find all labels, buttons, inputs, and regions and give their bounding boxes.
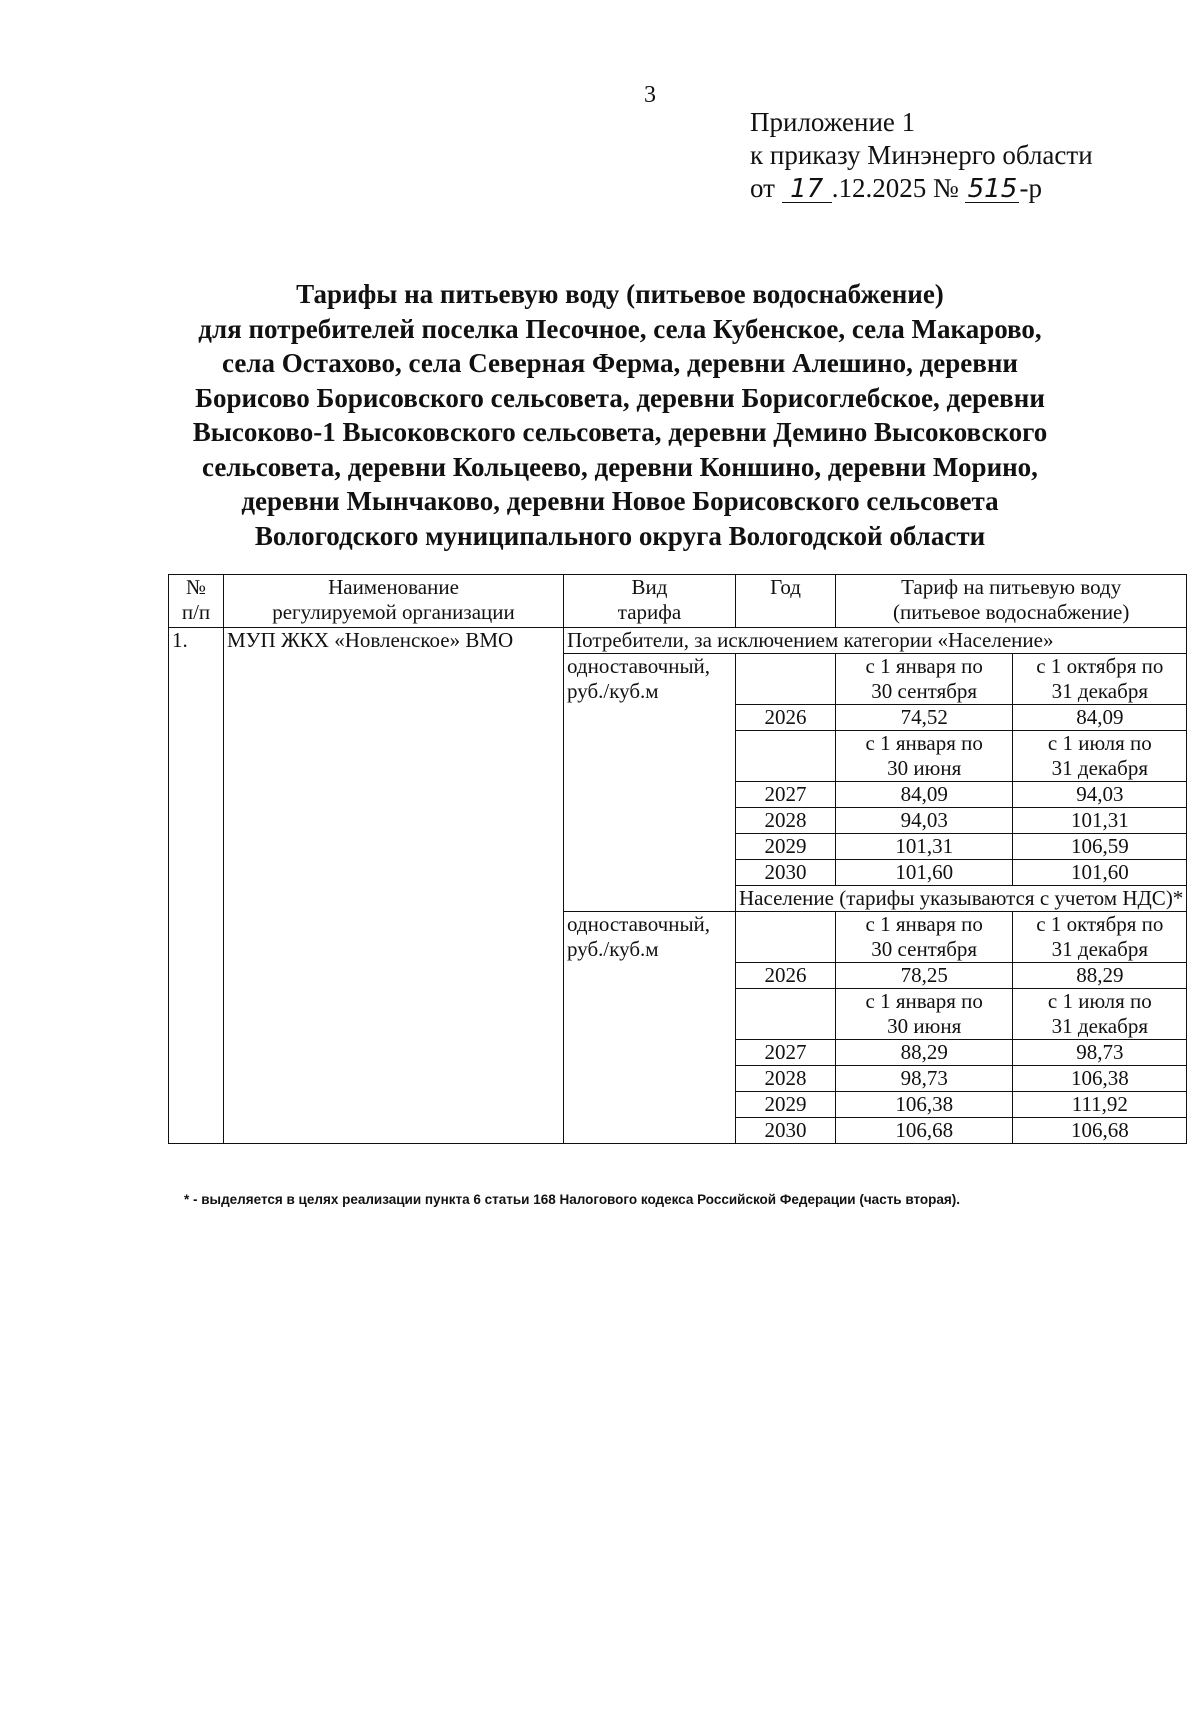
year-cell	[736, 731, 836, 782]
period-header: с 1 января по 30 сентября	[836, 912, 1013, 963]
tariff-value: 101,31	[836, 834, 1013, 860]
tariff-value: 88,29	[1013, 963, 1187, 989]
title-line: Высоково-1 Высоковского сельсовета, деревни Демино Высоковского	[192, 417, 1048, 447]
page-number: 3	[644, 82, 656, 108]
title-line: сельсовета, деревни Кольцеево, деревни Коншино, деревни Морино,	[202, 451, 1038, 482]
tariff-kind: одноставочный, руб./куб.м	[564, 654, 736, 912]
title-line: села Остахово, села Северная Ферма, деревни Алешино, деревни	[222, 348, 1018, 378]
annex-header	[750, 106, 1093, 205]
header-organization: Наименование регулируемой организации	[224, 575, 564, 628]
tariff-value: 78,25	[836, 963, 1013, 989]
year-cell: 2027	[736, 1040, 836, 1066]
tariff-value: 101,60	[1013, 860, 1187, 886]
title-line: Борисово Борисовского сельсовета, деревни Борисоглебское, деревни	[195, 382, 1045, 413]
document-title	[160, 277, 1080, 553]
tariff-value: 98,73	[1013, 1040, 1187, 1066]
annex-order-reference: к приказу Минэнерго области	[750, 140, 1093, 170]
year-cell: 2028	[736, 1066, 836, 1092]
table-header-row	[169, 575, 1187, 628]
tariff-value: 106,38	[836, 1092, 1013, 1118]
consumer-group-label: Население (тарифы указываются с учетом НДС)*	[736, 886, 1187, 912]
row-number: 1.	[169, 628, 224, 1144]
period-header: с 1 июля по 31 декабря	[1013, 731, 1187, 782]
year-cell: 2029	[736, 834, 836, 860]
tariff-value: 84,09	[836, 782, 1013, 808]
handwritten-order-number: 515	[965, 176, 1019, 203]
tariff-value: 111,92	[1013, 1092, 1187, 1118]
organization-name: МУП ЖКХ «Новленское» ВМО	[224, 628, 564, 1144]
period-header: с 1 января по 30 июня	[836, 989, 1013, 1040]
title-line: Вологодского муниципального округа Вологодской области	[254, 520, 986, 551]
handwritten-day: 17	[782, 176, 832, 203]
consumer-group-label: Потребители, за исключением категории «Население»	[564, 628, 1187, 654]
tariff-value: 106,38	[1013, 1066, 1187, 1092]
annex-title: Приложение 1	[750, 107, 916, 137]
period-header: с 1 октября по 31 декабря	[1013, 912, 1187, 963]
year-cell: 2029	[736, 1092, 836, 1118]
year-cell: 2030	[736, 1118, 836, 1144]
order-suffix: -р	[1019, 173, 1042, 203]
year-cell: 2030	[736, 860, 836, 886]
tariff-value: 106,68	[836, 1118, 1013, 1144]
annex-order-date	[750, 172, 1093, 205]
tariff-value: 106,68	[1013, 1118, 1187, 1144]
year-cell	[736, 912, 836, 963]
year-cell: 2026	[736, 963, 836, 989]
year-cell: 2026	[736, 705, 836, 731]
period-header: с 1 июля по 31 декабря	[1013, 989, 1187, 1040]
title-line: деревни Мынчаково, деревни Новое Борисовского сельсовета	[241, 486, 999, 516]
year-cell: 2028	[736, 808, 836, 834]
tariff-value: 94,03	[836, 808, 1013, 834]
header-tariff-kind: Вид тарифа	[564, 575, 736, 628]
date-rest: .12.2025 №	[831, 173, 959, 203]
tariff-value: 84,09	[1013, 705, 1187, 731]
header-tariff: Тариф на питьевую воду (питьевое водоснабжение)	[836, 575, 1187, 628]
period-header: с 1 января по 30 сентября	[836, 654, 1013, 705]
tariff-value: 98,73	[836, 1066, 1013, 1092]
title-line: для потребителей поселка Песочное, села Кубенское, села Макарово,	[198, 313, 1042, 344]
year-cell: 2027	[736, 782, 836, 808]
tariff-value: 94,03	[1013, 782, 1187, 808]
date-prefix: от	[750, 173, 775, 203]
footnote: * - выделяется в целях реализации пункта 6 статьи 168 Налогового кодекса Российской Федерации (часть вторая).	[184, 1192, 961, 1207]
tariff-table	[168, 574, 1187, 1144]
year-cell	[736, 654, 836, 705]
tariff-value: 101,31	[1013, 808, 1187, 834]
period-header: с 1 января по 30 июня	[836, 731, 1013, 782]
tariff-value: 88,29	[836, 1040, 1013, 1066]
tariff-value: 101,60	[836, 860, 1013, 886]
title-line: Тарифы на питьевую воду (питьевое водоснабжение)	[296, 279, 944, 309]
year-cell	[736, 989, 836, 1040]
period-header: с 1 октября по 31 декабря	[1013, 654, 1187, 705]
header-num: № п/п	[169, 575, 224, 628]
tariff-kind: одноставочный, руб./куб.м	[564, 912, 736, 1144]
tariff-value: 106,59	[1013, 834, 1187, 860]
table-row	[169, 628, 1187, 654]
tariff-value: 74,52	[836, 705, 1013, 731]
header-year: Год	[736, 575, 836, 628]
